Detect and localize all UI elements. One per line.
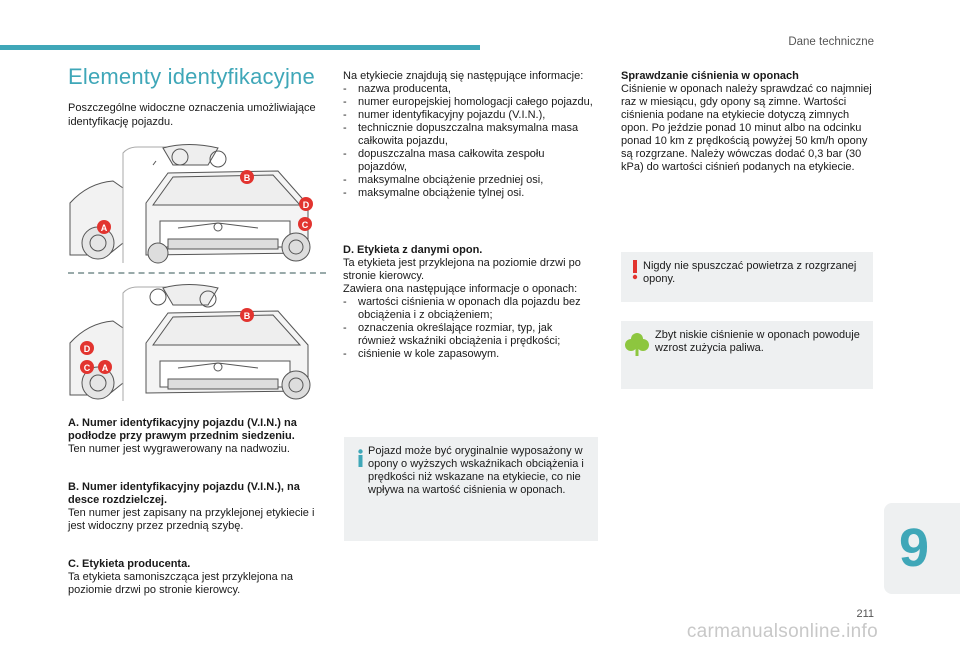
svg-text:C: C	[83, 363, 91, 373]
marker-a-icon	[97, 220, 111, 234]
list-item: - numer identyfikacyjny pojazdu (V.I.N.),	[343, 109, 593, 122]
item-c-heading: C. Etykieta producenta.	[68, 558, 191, 570]
item-d	[343, 244, 593, 361]
svg-text:C: C	[301, 220, 309, 230]
item-b	[68, 481, 330, 533]
marker-b-icon	[240, 170, 254, 184]
list-item: - maksymalne obciążenie tylnej osi.	[343, 187, 593, 200]
item-a-text: Ten numer jest wygrawerowany na nadwoziu.	[68, 443, 290, 455]
item-b-text: Ten numer jest zapisany na przyklejonej etykiecie i jest widoczny przez przednią szybę.	[68, 507, 315, 532]
svg-text:B: B	[243, 173, 251, 183]
item-d-text2: Zawiera ona następujące informacje o oponach:	[343, 283, 578, 295]
info-note-text: Pojazd może być oryginalnie wyposażony w opony o wyższych wskaźnikach obciążenia i prędkości niż wskazane na etykiecie, co nie wpływa na wartość ciśnienia w oponach.	[368, 445, 584, 496]
item-a	[68, 417, 330, 456]
eco-note-box	[621, 321, 873, 389]
warning-icon	[629, 260, 641, 280]
vehicle-illustration-bottom	[68, 283, 326, 403]
pressure-check	[621, 70, 873, 174]
list-item: - maksymalne obciążenie przedniej osi,	[343, 174, 593, 187]
list-item: - oznaczenia określające rozmiar, typ, jak również wskaźniki obciążenia i prędkości;	[343, 322, 593, 348]
marker-b-icon	[240, 308, 254, 322]
svg-text:A: A	[100, 223, 108, 233]
warning-note-text: Nigdy nie spuszczać powietrza z rozgrzanej opony.	[643, 260, 857, 285]
eco-note-text: Zbyt niskie ciśnienie w oponach powoduje wzrost zużycia paliwa.	[655, 329, 860, 354]
marker-c-icon	[298, 217, 312, 231]
list-item: - nazwa producenta,	[343, 83, 593, 96]
item-c-text: Ta etykieta samoniszcząca jest przyklejona na poziomie drzwi po stronie kierowcy.	[68, 571, 293, 596]
svg-text:D: D	[302, 200, 310, 210]
svg-text:A: A	[101, 363, 109, 373]
pressure-check-heading: Sprawdzanie ciśnienia w oponach	[621, 70, 799, 82]
eco-leaf-icon	[624, 331, 650, 357]
intro-text: Poszczególne widoczne oznaczenia umożliwiające identyfikację pojazdu.	[68, 102, 316, 128]
marker-a-icon	[98, 360, 112, 374]
info-icon	[355, 449, 366, 467]
warning-note-box	[621, 252, 873, 302]
pressure-check-text: Ciśnienie w oponach należy sprawdzać co najmniej raz w miesiącu, gdy opony są zimne. Wartości ciśnienia podane na etykiecie dotyczą zimnych opon. Po jeździe ponad 10 minut albo na odcinku ponad 10 km z prędkością powyżej 50 km/h opony są rozgrzane. Należy wówczas dodać 0,3 bar (30 kPa) do wartości ciśnień podanych na etykiecie.	[621, 83, 872, 173]
chapter-tab	[884, 503, 960, 594]
marker-d-icon	[299, 197, 313, 211]
label-info-intro: Na etykiecie znajdują się następujące informacje:	[343, 70, 584, 82]
vehicle-illustration-top	[68, 143, 326, 265]
label-info	[343, 70, 593, 200]
list-item: - wartości ciśnienia w oponach dla pojazdu bez obciążenia i z obciążeniem;	[343, 296, 593, 322]
header-accent-bar	[0, 45, 480, 50]
item-d-list	[343, 296, 593, 361]
item-d-text1: Ta etykieta jest przyklejona na poziomie drzwi po stronie kierowcy.	[343, 257, 581, 282]
list-item: - technicznie dopuszczalna maksymalna masa całkowita pojazdu,	[343, 122, 593, 148]
svg-text:B: B	[243, 311, 251, 321]
item-b-heading: B. Numer identyfikacyjny pojazdu (V.I.N.), na desce rozdzielczej.	[68, 481, 300, 506]
label-info-list	[343, 83, 593, 200]
watermark: carmanualsonline.info	[686, 621, 878, 642]
info-note-box	[344, 437, 598, 541]
section-title: Dane techniczne	[788, 36, 874, 48]
marker-d-icon	[80, 341, 94, 355]
svg-text:D: D	[83, 344, 91, 354]
item-d-heading: D. Etykieta z danymi opon.	[343, 244, 483, 256]
item-a-heading: A. Numer identyfikacyjny pojazdu (V.I.N.) na podłodze przy prawym przednim siedzeniu.	[68, 417, 297, 442]
list-item: - ciśnienie w kole zapasowym.	[343, 348, 593, 361]
marker-c-icon	[80, 360, 94, 374]
page-title: Elementy identyfikacyjne	[68, 64, 315, 89]
figure-divider	[68, 272, 326, 274]
chapter-number: 9	[898, 518, 930, 578]
page-number: 211	[856, 608, 874, 620]
list-item: - dopuszczalna masa całkowita zespołu pojazdów,	[343, 148, 593, 174]
item-c	[68, 558, 330, 597]
list-item: - numer europejskiej homologacji całego pojazdu,	[343, 96, 593, 109]
